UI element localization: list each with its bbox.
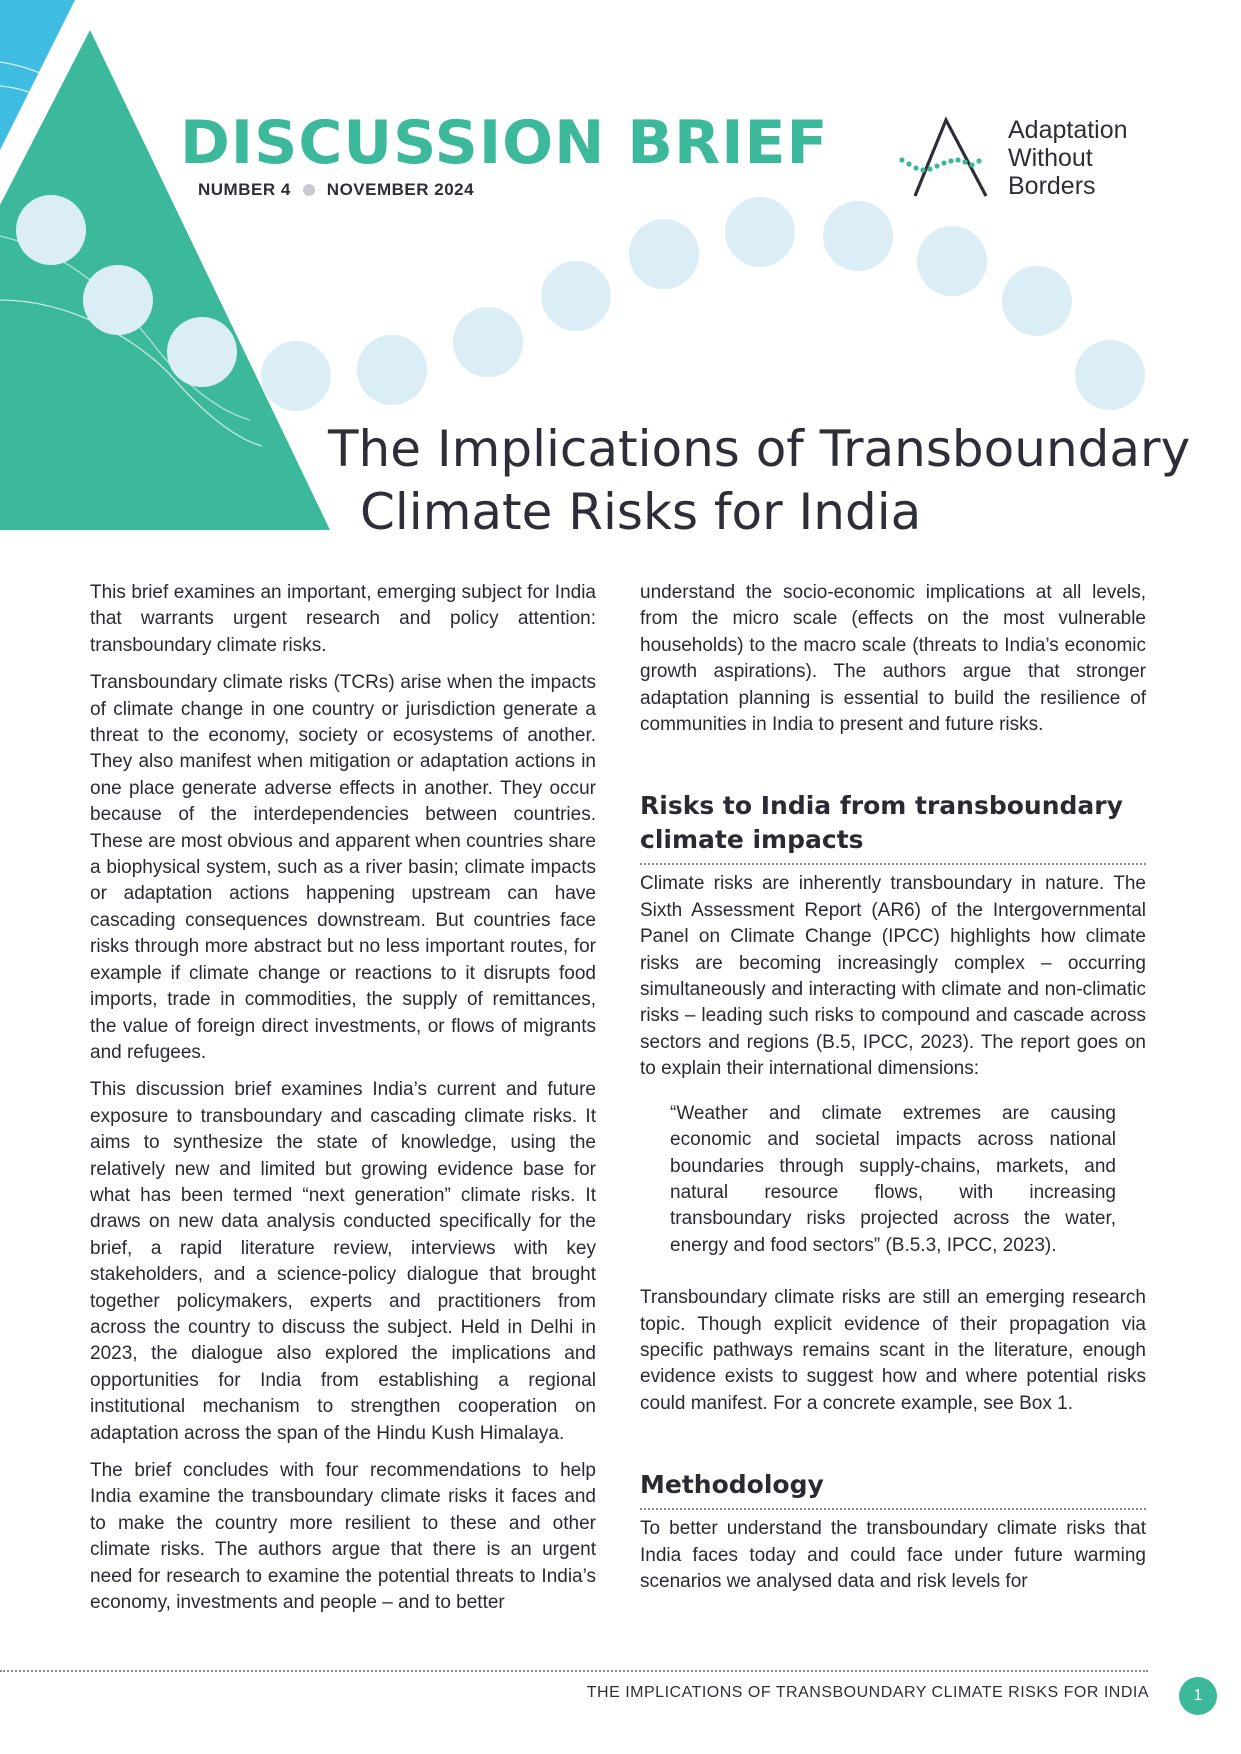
brief-date: NOVEMBER 2024 xyxy=(326,180,475,199)
logo-line: Without xyxy=(1008,144,1093,172)
left-column xyxy=(90,580,596,1627)
section-spacer xyxy=(640,1428,1146,1468)
page-number-badge: 1 xyxy=(1179,1677,1217,1715)
decorative-circle xyxy=(917,226,987,296)
teal-triangle-shape xyxy=(0,30,330,530)
section-spacer xyxy=(640,749,1146,789)
paragraph: Transboundary climate risks (TCRs) arise when the impacts of climate change in one country or jurisdiction generate a threat to the economy, society or ecosystems of another. They also manifest when mitigation or adaptation actions in one place generate adverse effects in another. They occur because of the interdependencies between countries. These are most obvious and apparent when countries share a biophysical system, such as a river basin; climate impacts or adaptation actions happening upstream can have cascading consequences downstream. But countries face risks through more abstract but no less important routes, for example if climate change or reactions to it disrupts food imports, trade in commodities, the supply of remittances, the value of foreign direct investments, or flows of migrants and refugees. xyxy=(90,672,596,1063)
paragraph: To better understand the transboundary climate risks that India faces today and could face under future warming scenarios we analysed data and risk levels for xyxy=(640,1518,1146,1592)
paragraph: Climate risks are inherently transboundary in nature. The Sixth Assessment Report (AR6) of the Intergovernmental Panel on Climate Change (IPCC) highlights how climate risks are becoming increasingly complex – occurring simultaneously and interacting with climate and non-climatic risks – leading such risks to compound and cascade across sectors and regions (B.5, IPCC, 2023). The report goes on to explain their international dimensions: xyxy=(640,873,1146,1080)
decorative-circle xyxy=(453,307,523,377)
section-heading-methodology: Methodology xyxy=(640,1468,1146,1510)
decorative-circle xyxy=(357,335,427,405)
decorative-circle xyxy=(823,201,893,271)
decorative-circle xyxy=(1075,340,1145,410)
paragraph: Transboundary climate risks are still an emerging research topic. Though explicit evidence of their propagation via specific pathways remains scant in the literature, enough evidence exists to suggest how and where potential risks could manifest. For a concrete example, see Box 1. xyxy=(640,1287,1146,1414)
page-title xyxy=(328,418,1208,544)
paragraph: The brief concludes with four recommendations to help India examine the transboundary climate risks it faces and to make the country more resilient to these and other climate risks. The authors argue that there is an urgent need for research to examine the potential threats to India’s economy, investments and people – and to better xyxy=(90,1460,596,1614)
ipcc-quote: “Weather and climate extremes are causing economic and societal impacts across national boundaries through supply-chains, markets, and natural resource flows, with increasing transboundary risks projected across the water, energy and food sectors” (B.5.3, IPCC, 2023). xyxy=(670,1102,1116,1256)
decorative-circle xyxy=(261,341,331,411)
footer-divider xyxy=(0,1670,1148,1672)
paragraph: understand the socio-economic implications at all levels, from the micro scale (effects on the most vulnerable households) to the macro scale (threats to India’s economic growth aspirations). The authors argue that stronger adaptation planning is essential to build the resilience of communities in India to present and future risks. xyxy=(640,582,1146,736)
decorative-circle xyxy=(83,265,153,335)
meta-separator-dot xyxy=(303,184,315,196)
discussion-brief-label: DISCUSSION BRIEF xyxy=(180,108,829,178)
brief-meta xyxy=(198,180,474,200)
paragraph: This brief examines an important, emerging subject for India that warrants urgent research and policy attention: transboundary climate risks. xyxy=(90,582,596,656)
footer-running-title: THE IMPLICATIONS OF TRANSBOUNDARY CLIMATE RISKS FOR INDIA xyxy=(586,1684,1149,1701)
title-line-2: Climate Risks for India xyxy=(360,483,922,541)
title-line-1: The Implications of Transboundary xyxy=(328,420,1191,478)
logo-wordmark xyxy=(1008,116,1128,200)
logo-mark-icon xyxy=(898,116,1002,200)
decorative-circle xyxy=(1002,266,1072,336)
logo-line: Adaptation xyxy=(1008,116,1128,144)
adaptation-without-borders-logo xyxy=(898,116,1158,206)
logo-line: Borders xyxy=(1008,172,1096,200)
decorative-circle xyxy=(16,195,86,265)
decorative-circle xyxy=(629,219,699,289)
decorative-circle xyxy=(725,197,795,267)
decorative-circle xyxy=(541,261,611,331)
section-heading-risks: Risks to India from transboundary climate impacts xyxy=(640,789,1146,865)
decorative-circle xyxy=(167,317,237,387)
right-column xyxy=(640,580,1146,1606)
brief-number: NUMBER 4 xyxy=(198,180,291,199)
paragraph: This discussion brief examines India’s current and future exposure to transboundary and cascading climate risks. It aims to synthesize the state of knowledge, using the relatively new and limited but growing evidence base for what has been termed “next generation” climate risks. It draws on new data analysis conducted specifically for the brief, a rapid literature review, interviews with key stakeholders, and a science-policy dialogue that brought together policymakers, experts and practitioners from across the country to discuss the subject. Held in Delhi in 2023, the dialogue also explored the implications and opportunities for India from establishing a regional institutional mechanism to strengthen cooperation on adaptation across the span of the Hindu Kush Himalaya. xyxy=(90,1079,596,1444)
